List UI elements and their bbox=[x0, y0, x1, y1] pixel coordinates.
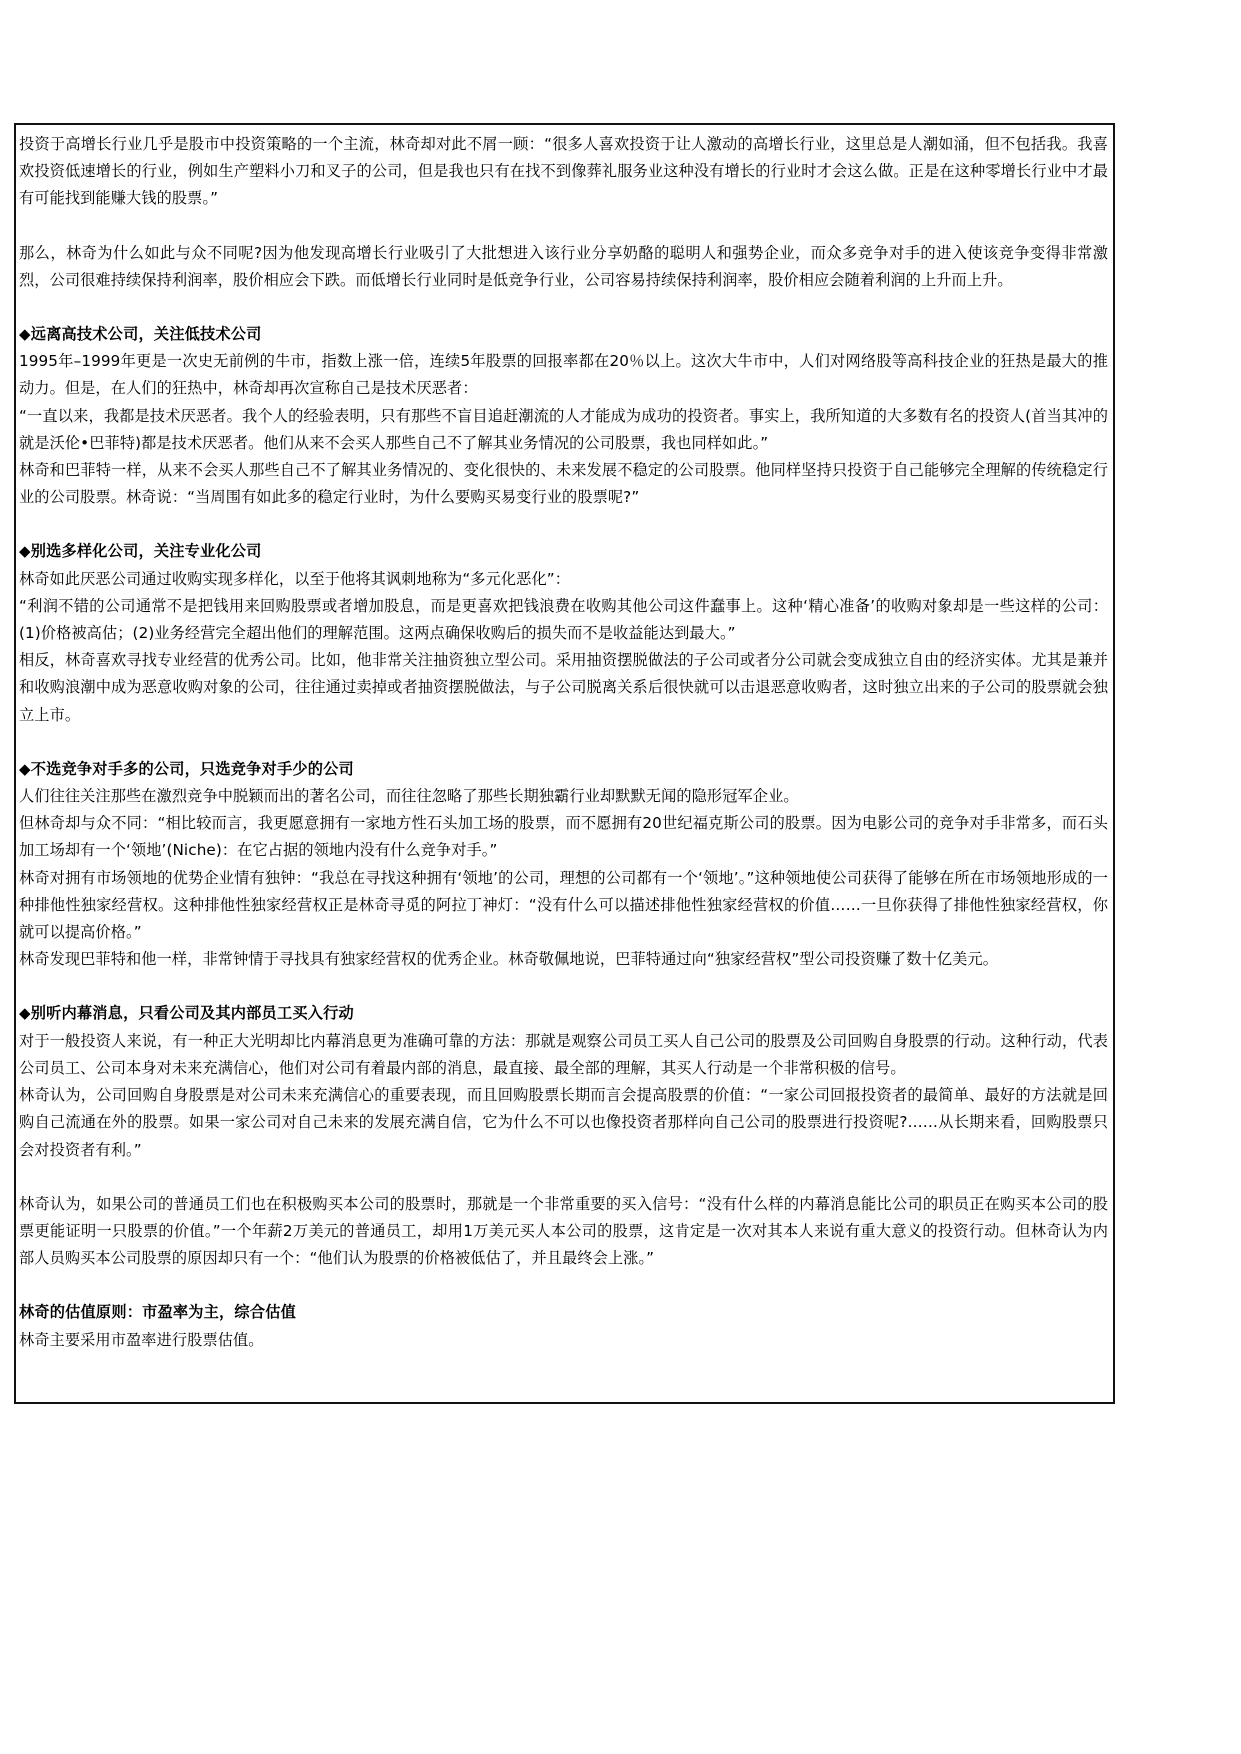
section-heading-label: 别选多样化公司，关注专业化公司 bbox=[30, 542, 262, 561]
section-heading-label: 不选竞争对手多的公司，只选竞争对手少的公司 bbox=[30, 759, 354, 778]
body-paragraph: 林奇如此厌恶公司通过收购实现多样化，以至于他将其讽刺地称为“多元化恶化”： bbox=[19, 569, 570, 588]
paragraph-spacer bbox=[19, 213, 1108, 240]
paragraph-spacer bbox=[19, 1164, 1108, 1191]
diamond-bullet-icon: ◆ bbox=[19, 759, 31, 778]
paragraph-spacer bbox=[19, 511, 1108, 538]
section-heading: 林奇的估值原则：市盈率为主，综合估值 bbox=[19, 1303, 296, 1322]
body-paragraph: 林奇认为，公司回购自身股票是对公司未来充满信心的重要表现，而且回购股票长期而言会提高股票的价值：“一家公司回报投资者的最简单、最好的方法就是回购自己流通在外的股票。如果一家公司对自己未来的发展充满自信，它为什么不可以也像投资者那样向自己公司的股票进行投资呢?……从长期来看，回购股票只会对投资者有利。” bbox=[19, 1086, 1108, 1159]
paragraph-spacer bbox=[19, 729, 1108, 756]
body-paragraph: 投资于高增长行业几乎是股市中投资策略的一个主流，林奇却对此不屑一顾：“很多人喜欢投资于让人激动的高增长行业，这里总是人潮如涌，但不包括我。我喜欢投资低速增长的行业，例如生产塑料小刀和叉子的公司，但是我也只有在找不到像葬礼服务业这种没有增长的行业时才会这么做。正是在这种零增长行业中才最有可能找到能赚大钱的股票。” bbox=[19, 135, 1108, 208]
paragraph-spacer bbox=[19, 1272, 1108, 1299]
diamond-bullet-icon: ◆ bbox=[19, 542, 31, 561]
body-paragraph: 人们往往关注那些在激烈竞争中脱颖而出的著名公司，而往往忽略了那些长期独霸行业却默默无闻的隐形冠军企业。 bbox=[19, 787, 799, 806]
body-paragraph: 林奇发现巴菲特和他一样，非常钟情于寻找具有独家经营权的优秀企业。林奇敬佩地说，巴菲特通过向“独家经营权”型公司投资赚了数十亿美元。 bbox=[19, 950, 999, 969]
section-heading-label: 远离高技术公司，关注低技术公司 bbox=[30, 325, 262, 344]
diamond-bullet-icon: ◆ bbox=[19, 1004, 31, 1023]
section-heading-label: 别听内幕消息，只看公司及其内部员工买入行动 bbox=[30, 1004, 354, 1023]
page-border-left bbox=[14, 123, 16, 1403]
body-paragraph: 那么，林奇为什么如此与众不同呢?因为他发现高增长行业吸引了大批想进入该行业分享奶酪的聪明人和强势企业，而众多竞争对手的进入使该竞争变得非常激烈，公司很难持续保持利润率，股价相应会下跌。而低增长行业同时是低竞争行业，公司容易持续保持利润率，股价相应会随着利润的上升而上升。 bbox=[19, 243, 1108, 289]
page-border-top bbox=[14, 123, 1115, 125]
body-paragraph: 林奇对拥有市场领地的优势企业情有独钟：“我总在寻找这种拥有‘领地’的公司，理想的公司都有一个‘领地’。”这种领地使公司获得了能够在所在市场领地形成的一种排他性独家经营权。这种排他性独家经营权正是林奇寻觅的阿拉丁神灯：“没有什么可以描述排他性独家经营权的价值……一旦你获得了排他性独家经营权，你就可以提高价格。” bbox=[19, 868, 1108, 942]
body-paragraph: 1995年–1999年更是一次史无前例的牛市，指数上涨一倍，连续5年股票的回报率都在20％以上。这次大牛市中，人们对网络股等高科技企业的狂热是最大的推动力。但是，在人们的狂热中，林奇却再次宣称自己是技术厌恶者： bbox=[19, 352, 1108, 398]
body-paragraph: 对于一般投资人来说，有一种正大光明却比内幕消息更为准确可靠的方法：那就是观察公司员工买人自己公司的股票及公司回购自身股票的行动。这种行动，代表公司员工、公司本身对未来充满信心，他们对公司有着最内部的消息，最直接、最全部的理解，其买人行动是一个非常积极的信号。 bbox=[19, 1031, 1108, 1077]
page-border-bottom bbox=[14, 1402, 1115, 1404]
section-heading bbox=[19, 538, 1108, 565]
body-paragraph: 林奇和巴菲特一样，从来不会买人那些自己不了解其业务情况的、变化很快的、未来发展不稳定的公司股票。他同样坚持只投资于自己能够完全理解的传统稳定行业的公司股票。林奇说：“当周围有如此多的稳定行业时，为什么要购买易变行业的股票呢?” bbox=[19, 461, 1108, 507]
section-heading bbox=[19, 756, 1108, 783]
body-paragraph: 林奇主要采用市盈率进行股票估值。 bbox=[19, 1330, 264, 1349]
page-border-right bbox=[1113, 123, 1115, 1403]
section-heading bbox=[19, 1000, 1108, 1027]
body-paragraph: “一直以来，我都是技术厌恶者。我个人的经验表明，只有那些不盲目追赶潮流的人才能成为成功的投资者。事实上，我所知道的大多数有名的投资人(首当其冲的就是沃伦•巴菲特)都是技术厌恶者。他们从来不会买人那些自己不了解其业务情况的公司股票，我也同样如此。” bbox=[19, 406, 1108, 452]
paragraph-spacer bbox=[19, 973, 1108, 1000]
diamond-bullet-icon: ◆ bbox=[19, 325, 31, 344]
section-heading bbox=[19, 321, 1108, 348]
body-paragraph: “利润不错的公司通常不是把钱用来回购股票或者增加股息，而是更喜欢把钱浪费在收购其他公司这件蠢事上。这种‘精心准备’的收购对象却是一些这样的公司：(1)价格被高估；(2)业务经营完全超出他们的理解范围。这两点确保收购后的损失而不是收益能达到最大。” bbox=[19, 596, 1108, 643]
body-paragraph: 林奇认为，如果公司的普通员工们也在积极购买本公司的股票时，那就是一个非常重要的买入信号：“没有什么样的内幕消息能比公司的职员正在购买本公司的股票更能证明一只股票的价值。”一个年薪2万美元的普通员工，却用1万美元买人本公司的股票，这肯定是一次对其本人来说有重大意义的投资行动。但林奇认为内部人员购买本公司股票的原因却只有一个：“他们认为股票的价格被低估了，并且最终会上涨。” bbox=[19, 1194, 1108, 1268]
paragraph-spacer bbox=[19, 294, 1108, 321]
page-content bbox=[19, 131, 1108, 1354]
body-paragraph: 相反，林奇喜欢寻找专业经营的优秀公司。比如，他非常关注抽资独立型公司。采用抽资摆脱做法的子公司或者分公司就会变成独立自由的经济实体。尤其是兼并和收购浪潮中成为恶意收购对象的公司，往往通过卖掉或者抽资摆脱做法，与子公司脱离关系后很快就可以击退恶意收购者，这时独立出来的子公司的股票就会独立上市。 bbox=[19, 651, 1108, 724]
body-paragraph: 但林奇却与众不同：“相比较而言，我更愿意拥有一家地方性石头加工场的股票，而不愿拥有20世纪福克斯公司的股票。因为电影公司的竞争对手非常多，而石头加工场却有一个‘领地’(Niche)：在它占据的领地内没有什么竞争对手。” bbox=[19, 814, 1108, 860]
